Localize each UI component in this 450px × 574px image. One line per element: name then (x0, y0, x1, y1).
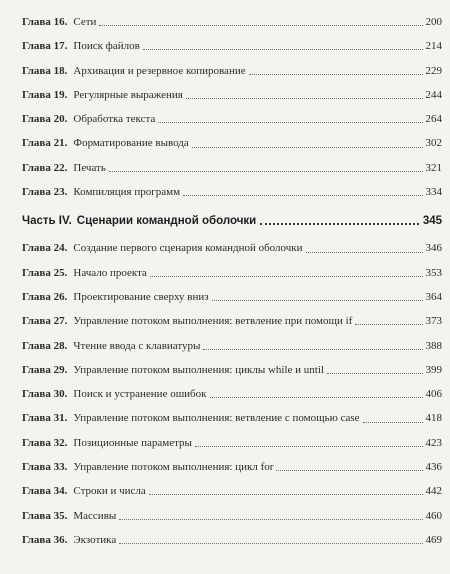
dot-leader (276, 469, 422, 471)
chapter-label: Глава 20. (22, 113, 68, 126)
page-number: 436 (425, 461, 442, 474)
chapter-label: Глава 16. (22, 16, 68, 28)
chapter-label: Глава 32. (22, 436, 68, 449)
chapter-title: Позиционные параметры (73, 436, 192, 449)
part-label: Часть IV. (22, 215, 72, 228)
dot-leader (119, 542, 422, 544)
page-number: 334 (425, 186, 442, 199)
chapter-title: Печать (73, 161, 106, 174)
page-number: 200 (425, 16, 442, 28)
chapter-title: Поиск файлов (73, 40, 140, 53)
toc-entry (22, 34, 442, 58)
toc-entry (22, 406, 442, 430)
chapter-list-part-4 (22, 236, 442, 552)
toc-entry (22, 261, 442, 285)
dot-leader (186, 97, 423, 99)
toc-entry (22, 334, 442, 358)
page-number: 406 (425, 388, 442, 401)
chapter-list-part-3 (22, 10, 442, 204)
part-page: 345 (422, 215, 442, 228)
part-title: Сценарии командной оболочки (76, 215, 257, 228)
chapter-title: Управление потоком выполнения: циклы while и until (73, 363, 324, 376)
dot-leader (212, 299, 423, 301)
dot-leader (109, 170, 423, 172)
page-number: 388 (425, 339, 442, 352)
dot-leader (158, 121, 422, 123)
chapter-label: Глава 23. (22, 186, 68, 199)
dot-leader (192, 146, 423, 148)
chapter-label: Глава 25. (22, 266, 68, 279)
toc-entry (22, 479, 442, 503)
page-number: 469 (425, 533, 442, 546)
chapter-title: Архивация и резервное копирование (73, 64, 246, 77)
page-number: 373 (425, 315, 442, 328)
page-number: 423 (425, 436, 442, 449)
page-number: 244 (425, 88, 442, 101)
toc-entry (22, 59, 442, 83)
dot-leader (306, 251, 423, 253)
chapter-title: Строки и числа (73, 485, 146, 498)
chapter-title: Сети (73, 16, 97, 28)
chapter-title: Регулярные выражения (73, 88, 183, 101)
toc-entry (22, 528, 442, 552)
chapter-title: Обработка текста (73, 113, 156, 126)
dot-leader (355, 323, 422, 325)
chapter-title: Экзотика (73, 533, 117, 546)
chapter-title: Поиск и устранение ошибок (73, 388, 207, 401)
dot-leader (363, 421, 423, 423)
chapter-label: Глава 28. (22, 339, 68, 352)
page-number: 264 (425, 113, 442, 126)
dot-leader (195, 445, 423, 447)
page-number: 460 (425, 509, 442, 522)
dot-leader (210, 396, 423, 398)
page-number: 399 (425, 363, 442, 376)
toc-entry (22, 285, 442, 309)
chapter-title: Управление потоком выполнения: ветвление с помощью case (73, 412, 360, 425)
chapter-title: Управление потоком выполнения: ветвление при помощи if (73, 315, 353, 328)
toc-entry (22, 180, 442, 204)
toc-entry (22, 107, 442, 131)
dot-leader (149, 493, 423, 495)
chapter-title: Начало проекта (73, 266, 147, 279)
chapter-label: Глава 19. (22, 88, 68, 101)
chapter-title: Проектирование сверху вниз (73, 290, 209, 303)
toc-entry (22, 236, 442, 260)
chapter-label: Глава 17. (22, 40, 68, 53)
chapter-label: Глава 30. (22, 388, 68, 401)
page-number: 442 (425, 485, 442, 498)
dot-leader (327, 372, 423, 374)
toc-entry (22, 10, 442, 34)
dot-leader (183, 194, 422, 196)
toc-entry (22, 382, 442, 406)
toc-entry (22, 358, 442, 382)
chapter-title: Массивы (73, 509, 117, 522)
page-number: 353 (425, 266, 442, 279)
dot-leader (143, 48, 423, 50)
chapter-label: Глава 27. (22, 315, 68, 328)
chapter-label: Глава 36. (22, 533, 68, 546)
toc-entry (22, 83, 442, 107)
toc-entry (22, 309, 442, 333)
dot-leader (249, 73, 423, 75)
page-number: 214 (425, 40, 442, 53)
chapter-label: Глава 31. (22, 412, 68, 425)
page-number: 321 (425, 161, 442, 174)
dot-leader (260, 223, 419, 225)
page-number: 229 (425, 64, 442, 77)
dot-leader (119, 518, 422, 520)
chapter-label: Глава 29. (22, 363, 68, 376)
chapter-title: Чтение ввода с клавиатуры (73, 339, 201, 352)
chapter-title: Форматирование вывода (73, 137, 189, 150)
dot-leader (99, 24, 422, 26)
table-of-contents (22, 10, 442, 552)
page-number: 346 (425, 242, 442, 255)
toc-entry (22, 156, 442, 180)
chapter-label: Глава 35. (22, 509, 68, 522)
page-number: 302 (425, 137, 442, 150)
chapter-label: Глава 24. (22, 242, 68, 255)
chapter-title: Управление потоком выполнения: цикл for (73, 461, 274, 474)
chapter-title: Создание первого сценария командной оболочки (73, 242, 303, 255)
toc-entry (22, 504, 442, 528)
toc-entry (22, 455, 442, 479)
chapter-label: Глава 26. (22, 290, 68, 303)
dot-leader (150, 275, 423, 277)
chapter-label: Глава 34. (22, 485, 68, 498)
chapter-title: Компиляция программ (73, 186, 181, 199)
toc-entry (22, 431, 442, 455)
toc-entry (22, 131, 442, 155)
page-number: 418 (425, 412, 442, 425)
chapter-label: Глава 21. (22, 137, 68, 150)
chapter-label: Глава 22. (22, 161, 68, 174)
dot-leader (203, 348, 422, 350)
page-number: 364 (425, 290, 442, 303)
chapter-label: Глава 33. (22, 461, 68, 474)
part-heading (22, 208, 442, 234)
chapter-label: Глава 18. (22, 64, 68, 77)
